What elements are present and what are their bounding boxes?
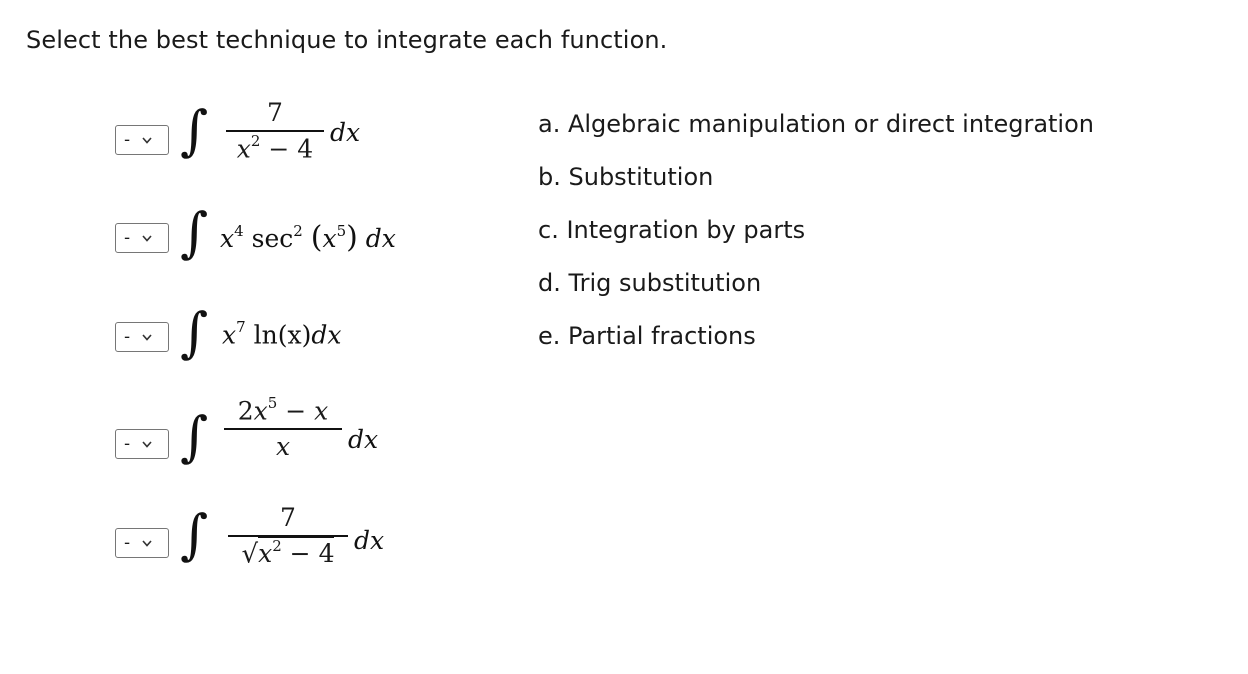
chevron-down-icon <box>142 137 152 144</box>
integral-sign: ∫ <box>180 301 209 364</box>
technique-options-list <box>538 108 1094 373</box>
denominator: $√x^2 - 4$ <box>241 536 335 569</box>
denominator: $x^2 - 4$ <box>236 131 314 163</box>
integral-sign: ∫ <box>180 99 209 162</box>
fraction <box>228 503 348 570</box>
chevron-down-icon <box>142 441 152 448</box>
select-value: - <box>124 327 131 347</box>
answer-select-5[interactable] <box>115 528 169 558</box>
chevron-down-icon <box>142 540 152 547</box>
differential: dx <box>348 425 379 454</box>
answer-select-2[interactable] <box>115 223 169 253</box>
option-e: e. Partial fractions <box>538 322 756 350</box>
integrand: $x^4$ $\sec^2 (x^5)$ dx <box>220 220 396 255</box>
numerator: 7 <box>280 503 296 532</box>
select-value: - <box>124 434 131 454</box>
fraction <box>224 396 342 462</box>
fraction-bar <box>224 428 342 430</box>
numerator: 7 <box>267 98 283 127</box>
differential: dx <box>354 526 385 555</box>
chevron-down-icon <box>142 334 152 341</box>
select-value: - <box>124 130 131 150</box>
denominator: x <box>275 431 291 461</box>
instruction-text: Select the best technique to integrate each function. <box>26 26 668 54</box>
option-d: d. Trig substitution <box>538 269 762 297</box>
integral-sign: ∫ <box>180 503 209 566</box>
numerator: $2x^5 - x$ <box>237 394 329 426</box>
fraction <box>226 98 324 164</box>
chevron-down-icon <box>142 235 152 242</box>
option-a: a. Algebraic manipulation or direct integration <box>538 110 1094 138</box>
differential: dx <box>330 118 361 147</box>
option-c: c. Integration by parts <box>538 216 806 244</box>
fraction-bar <box>226 130 324 132</box>
option-b: b. Substitution <box>538 163 714 191</box>
select-value: - <box>124 533 131 553</box>
integral-sign: ∫ <box>180 201 209 264</box>
answer-select-4[interactable] <box>115 429 169 459</box>
answer-select-3[interactable] <box>115 322 169 352</box>
integrand: $x^7$ ln(x)dx <box>222 318 342 350</box>
select-value: - <box>124 228 131 248</box>
integral-sign: ∫ <box>180 405 209 468</box>
answer-select-1[interactable] <box>115 125 169 155</box>
